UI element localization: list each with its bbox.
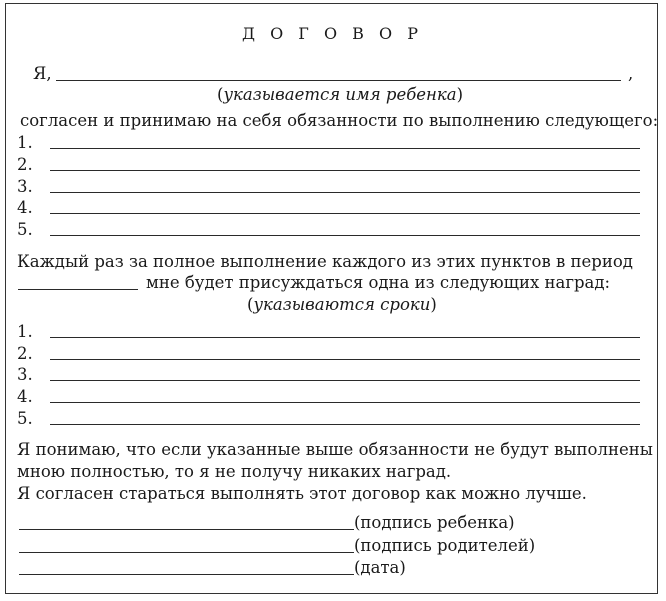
intro-comma: , [628,64,634,83]
obligation-blank[interactable] [50,192,640,193]
closing-line1: Я понимаю, что если указанные выше обязанности не будут выполнены [17,440,653,459]
reward-text-line2: мне будет присуждаться одна из следующих наград: [146,273,611,292]
date-label: (дата) [354,558,406,577]
reward-number: 3. [17,365,33,384]
reward-number: 4. [17,387,33,406]
obligation-blank[interactable] [50,148,640,149]
reward-number: 1. [17,322,33,341]
contract-title: Д О Г О В О Р [242,24,423,43]
reward-blank[interactable] [50,380,640,381]
child-name-blank[interactable] [56,80,621,81]
child-signature-blank[interactable] [19,529,354,530]
date-blank[interactable] [19,574,354,575]
reward-number: 5. [17,409,33,428]
child-name-hint: (указывается имя ребенка) [217,85,464,104]
reward-number: 2. [17,344,33,363]
obligation-number: 4. [17,198,33,217]
obligation-blank[interactable] [50,235,640,236]
reward-blank[interactable] [50,402,640,403]
reward-blank[interactable] [50,359,640,360]
obligation-blank[interactable] [50,170,640,171]
period-hint: (указываются сроки) [247,295,437,314]
child-signature-label: (подпись ребенка) [354,513,515,532]
reward-text-line1: Каждый раз за полное выполнение каждого из этих пунктов в период [17,252,633,271]
obligation-blank[interactable] [50,213,640,214]
reward-blank[interactable] [50,337,640,338]
obligation-number: 3. [17,177,33,196]
period-blank[interactable] [18,289,138,290]
obligation-number: 1. [17,133,33,152]
parents-signature-label: (подпись родителей) [354,536,536,555]
closing-line2: мною полностью, то я не получу никаких наград. [17,462,452,481]
closing-line3: Я согласен стараться выполнять этот договор как можно лучше. [17,484,587,503]
contract-form [5,3,658,594]
reward-blank[interactable] [50,424,640,425]
parents-signature-blank[interactable] [19,552,354,553]
obligation-number: 5. [17,220,33,239]
obligations-intro: согласен и принимаю на себя обязанности по выполнению следующего: [20,111,659,130]
obligation-number: 2. [17,155,33,174]
intro-pronoun: Я, [33,64,52,83]
